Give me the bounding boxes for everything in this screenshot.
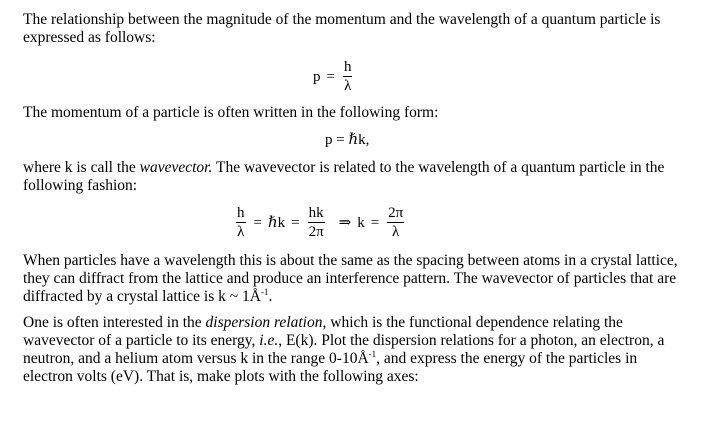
fraction-h-over-lambda	[236, 205, 246, 240]
equation-de-broglie	[313, 59, 354, 94]
text-c: , E(k). Plot the dispersion relations for a photon, an electron, a neutron, and a helium atom versus k in the range 0-10Å	[23, 332, 665, 367]
frac-denominator: λ	[344, 78, 352, 94]
eq-text: p = ℏk,	[325, 132, 370, 148]
frac-denominator: λ	[237, 224, 245, 240]
superscript: -1	[368, 349, 377, 359]
text-before: where k is call the	[23, 159, 140, 176]
implies-symbol: ⇒	[338, 214, 352, 231]
frac-numerator: h	[343, 59, 352, 75]
equation-p-hbar-k	[325, 131, 369, 149]
paragraph-momentum-intro	[23, 11, 683, 47]
text-a: One is often interested in the	[23, 314, 206, 331]
paragraph-momentum-form	[23, 104, 683, 122]
eq-hbar-k: ℏk	[267, 214, 286, 231]
text-d: , and express the energy of the particles in electron volts (eV). That is, make plots with the following axes:	[23, 350, 638, 385]
paragraph-diffraction	[23, 252, 683, 306]
fraction-h-over-lambda	[343, 59, 353, 94]
frac-denominator: 2π	[308, 224, 324, 240]
eq-k: k	[357, 214, 365, 231]
paragraph-text: When particles have a wavelength this is about the same as the spacing between atoms in a crystal lattice, they can diffract from the lattice and produce an interference pattern. The wavevector of particles that are diffracted by a crystal lattice is k ~ 1Å	[23, 252, 678, 305]
paragraph-wavevector	[23, 159, 683, 195]
frac-numerator: hk	[308, 205, 324, 221]
text-after: The wavevector is related to the wavelength of a quantum particle in the following fashion:	[23, 159, 665, 194]
fraction-2pi-over-lambda	[387, 205, 404, 240]
frac-numerator: 2π	[388, 205, 404, 221]
term-dispersion-relation: dispersion relation	[205, 314, 323, 331]
eq-equals: =	[253, 214, 262, 231]
term-wavevector: wavevector.	[139, 159, 213, 176]
frac-denominator: λ	[392, 224, 400, 240]
text-b: , which is the functional dependence relating the wavevector of a particle to its energy,	[23, 314, 623, 349]
eq-lhs: p	[313, 68, 321, 85]
text-end: .	[268, 288, 273, 305]
paragraph-text: The relationship between the magnitude of the momentum and the wavelength of a quantum particle is expressed as follows:	[23, 11, 661, 46]
eq-equals: =	[370, 214, 380, 231]
equation-wavevector-relation	[234, 205, 406, 240]
eq-equals: =	[291, 214, 300, 231]
paragraph-text: The momentum of a particle is often written in the following form:	[23, 104, 439, 121]
superscript: -1	[260, 287, 269, 297]
term-ie: i.e.	[259, 332, 279, 349]
eq-equals: =	[326, 68, 335, 85]
frac-numerator: h	[237, 205, 245, 221]
paragraph-dispersion	[23, 314, 683, 386]
fraction-hk-over-2pi	[308, 205, 325, 240]
